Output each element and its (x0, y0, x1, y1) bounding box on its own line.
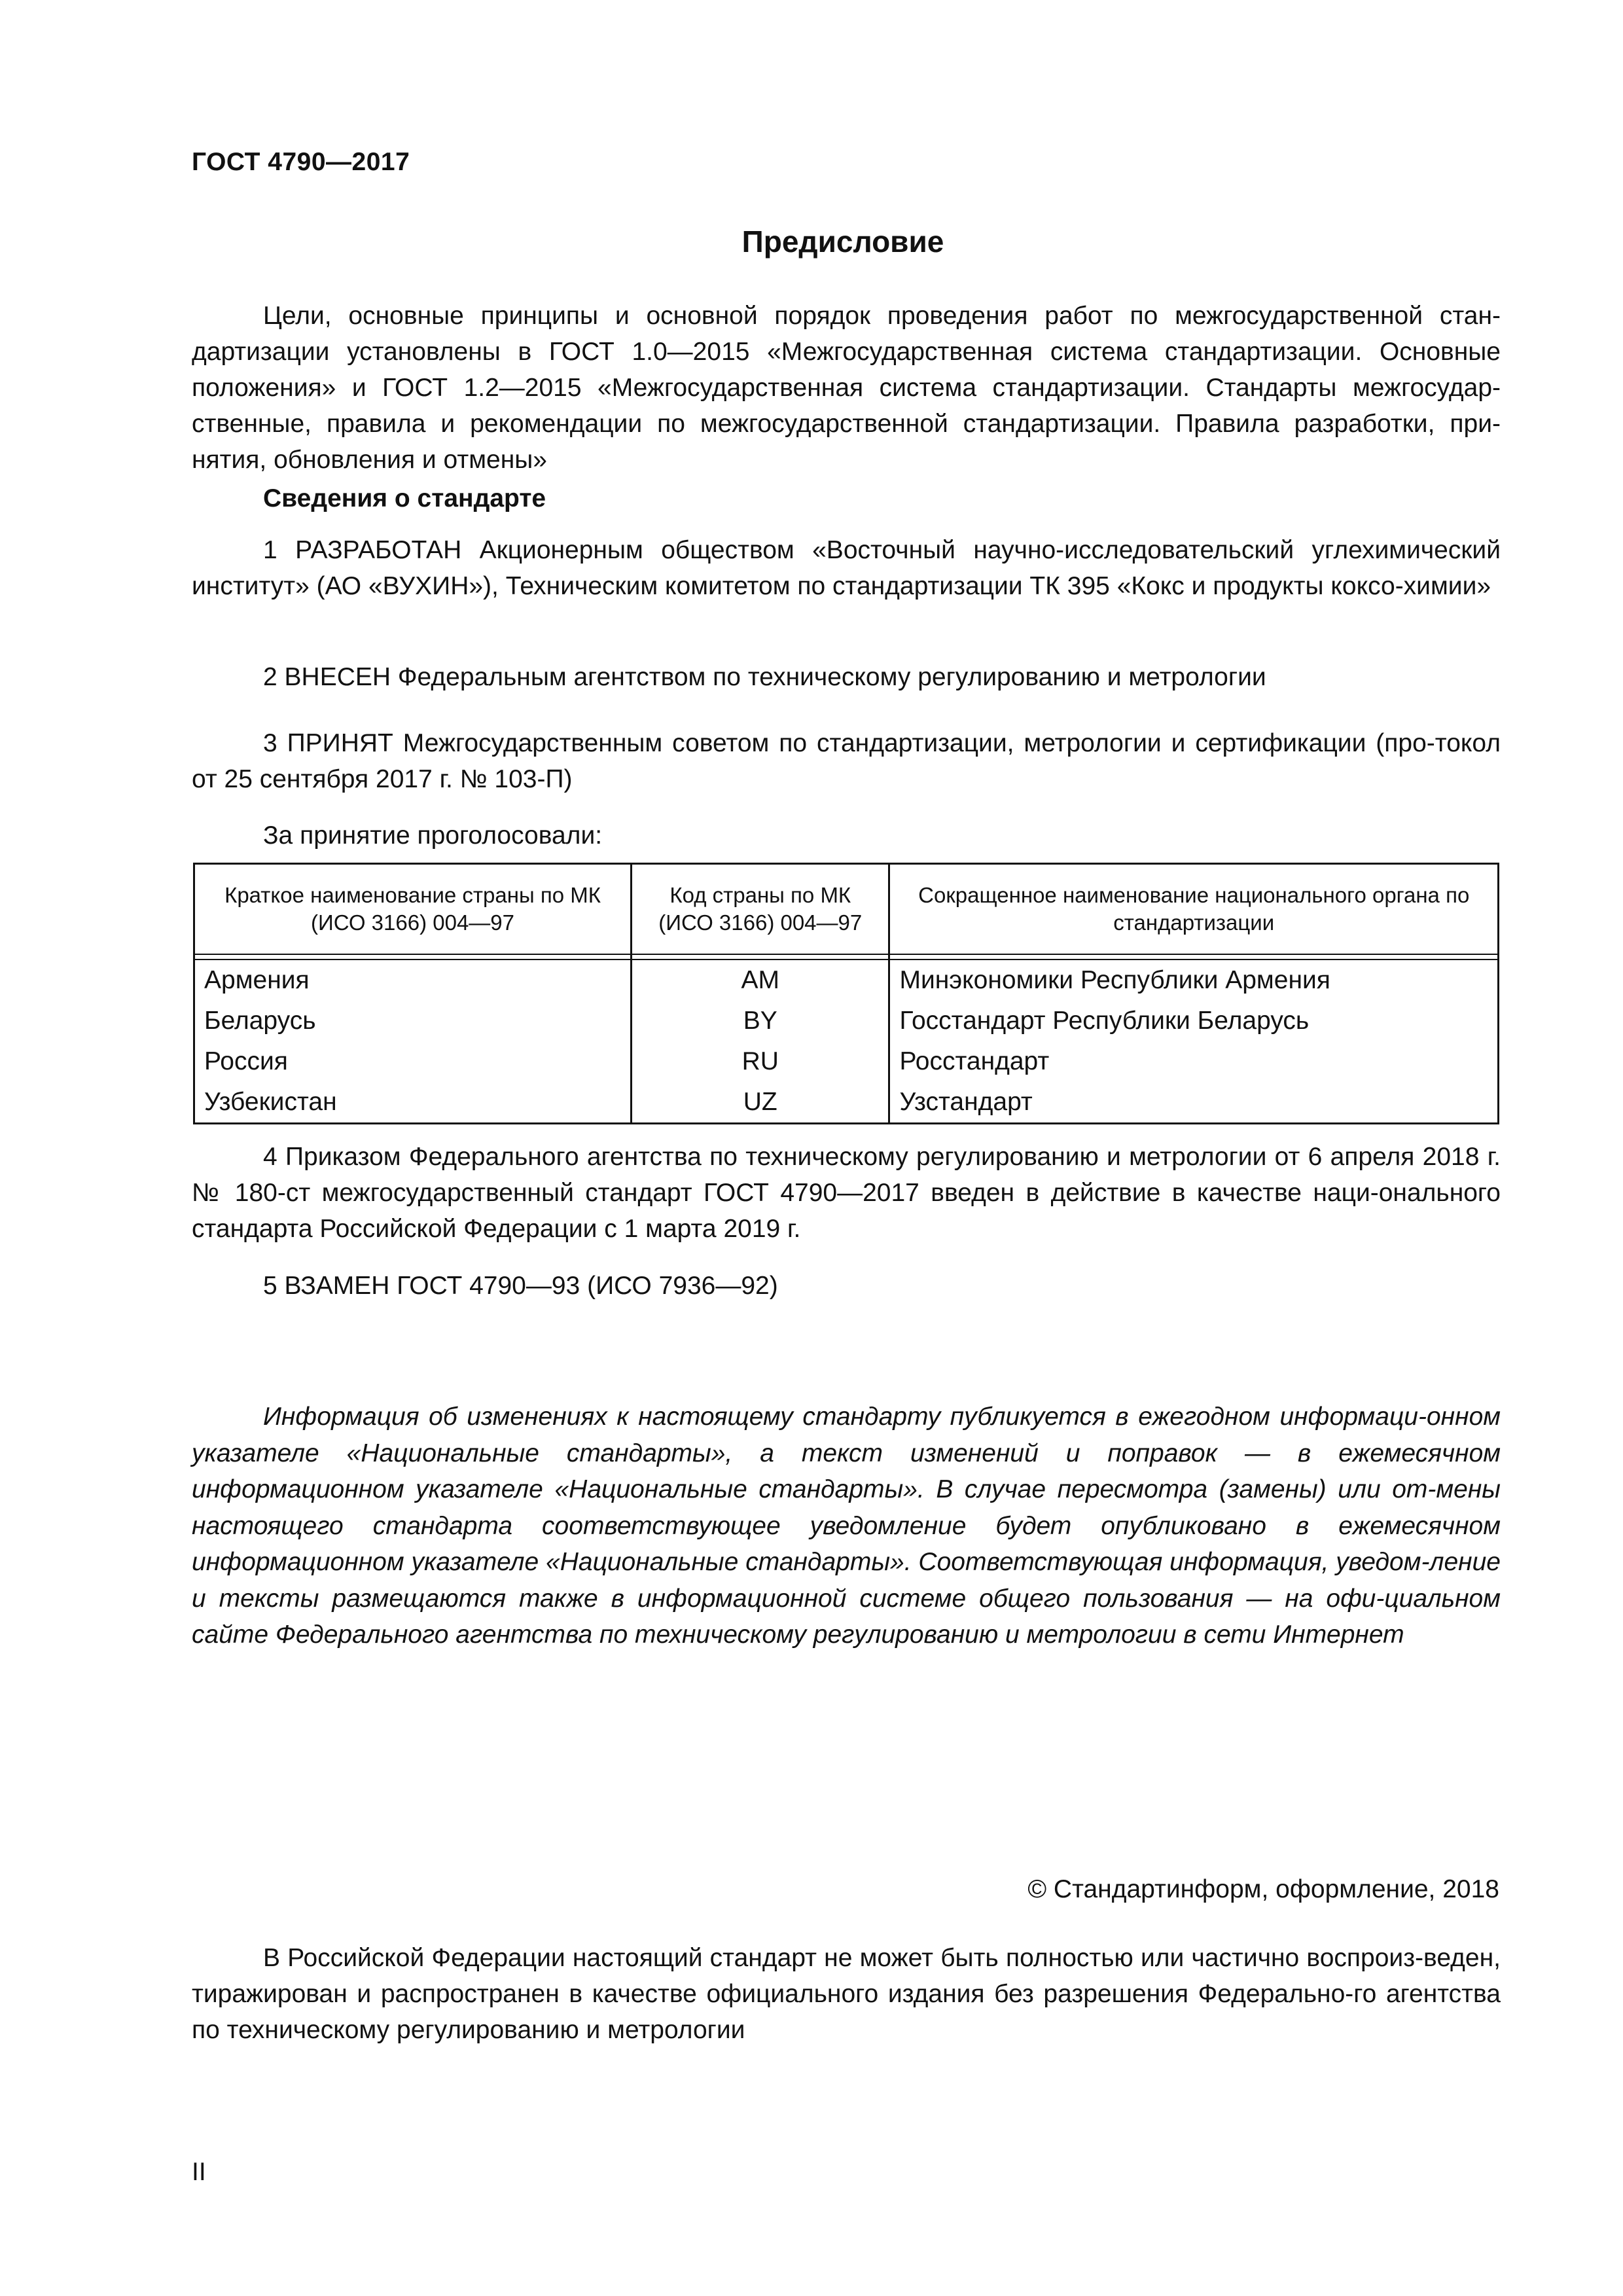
country-cell: Армения (194, 960, 632, 1001)
voting-table (193, 863, 1499, 1124)
item-2-introduced: 2 ВНЕСЕН Федеральным агентством по техническому регулированию и метрологии (263, 663, 1266, 691)
copyright-line: © Стандартинформ, оформление, 2018 (1027, 1875, 1499, 1903)
country-cell: Беларусь (194, 1001, 632, 1041)
code-cell: RU (632, 1041, 889, 1082)
country-cell: Узбекистан (194, 1082, 632, 1124)
column-header-country: Краткое наименование страны по МК (ИСО 3166) 004—97 (194, 864, 632, 955)
intro-paragraph: Цели, основные принципы и основной порядок проведения работ по межгосударственной стан-дартизации установлены в ГОСТ 1.0—2015 «Межгосударственная система стандартизации. Основные положения» и ГОСТ 1.2—2015 «Межгосударственная система стандартизации. Стандарты межгосудар-ственные, правила и рекомендации по межгосударственной стандартизации. Правила разработки, при-нятия, обновления и отмены» (192, 302, 1501, 474)
amendments-notice: Информация об изменениях к настоящему стандарту публикуется в ежегодном информаци-онном указателе «Национальные стандарты», а текст изменений и поправок — в ежемесячном информационном указателе «Национальные стандарты». В случае пересмотра (замены) или от-мены настоящего стандарта соответствующее уведомление будет опубликовано в ежемесячном информационном указателе «Национальные стандарты». Соответствующая информация, уведом-ление и тексты размещаются также в информационной системе общего пользования — на офи-циальном сайте Федерального агентства по техническому регулированию и метрологии в сети Интернет (192, 1403, 1501, 1649)
table-row (194, 1041, 1499, 1082)
item-5-replaces: 5 ВЗАМЕН ГОСТ 4790—93 (ИСО 7936—92) (263, 1272, 778, 1300)
code-cell: UZ (632, 1082, 889, 1124)
table-row (194, 960, 1499, 1001)
table-row (194, 1001, 1499, 1041)
body-cell: Госстандарт Республики Беларусь (889, 1001, 1499, 1041)
page-title: Предисловие (741, 224, 944, 259)
body-cell: Росстандарт (889, 1041, 1499, 1082)
code-cell: BY (632, 1001, 889, 1041)
column-header-code: Код страны по МК (ИСО 3166) 004—97 (632, 864, 889, 955)
country-cell: Россия (194, 1041, 632, 1082)
item-4-order: 4 Приказом Федерального агентства по техническому регулированию и метрологии от 6 апреля 2018 г. № 180-ст межгосударственный стандарт ГОСТ 4790—2017 введен в действие в качестве наци-онального стандарта Российской Федерации с 1 марта 2019 г. (192, 1143, 1501, 1243)
vote-intro: За принятие проголосовали: (263, 821, 603, 850)
info-heading: Сведения о стандарте (263, 484, 546, 512)
item-3-adopted: 3 ПРИНЯТ Межгосударственным советом по стандартизации, метрологии и сертификации (про-токол от 25 сентября 2017 г. № 103-П) (192, 729, 1501, 793)
table-row (194, 1082, 1499, 1124)
table-header-row (194, 864, 1499, 955)
body-cell: Минэкономики Республики Армения (889, 960, 1499, 1001)
column-header-body: Сокращенное наименование национального органа по стандартизации (889, 864, 1499, 955)
body-cell: Узстандарт (889, 1082, 1499, 1124)
header-separator (194, 954, 1499, 960)
rights-notice: В Российской Федерации настоящий стандарт не может быть полностью или частично воспроиз-веден, тиражирован и распространен в качестве официального издания без разрешения Федерально-го агентства по техническому регулированию и метрологии (192, 1944, 1501, 2044)
code-cell: AM (632, 960, 889, 1001)
page-number: II (192, 2158, 206, 2186)
item-1-developed: 1 РАЗРАБОТАН Акционерным обществом «Восточный научно-исследовательский углехимический институт» (АО «ВУХИН»), Техническим комитетом по стандартизации ТК 395 «Кокс и продукты коксо-химии» (192, 536, 1501, 600)
document-code: ГОСТ 4790—2017 (192, 148, 410, 176)
